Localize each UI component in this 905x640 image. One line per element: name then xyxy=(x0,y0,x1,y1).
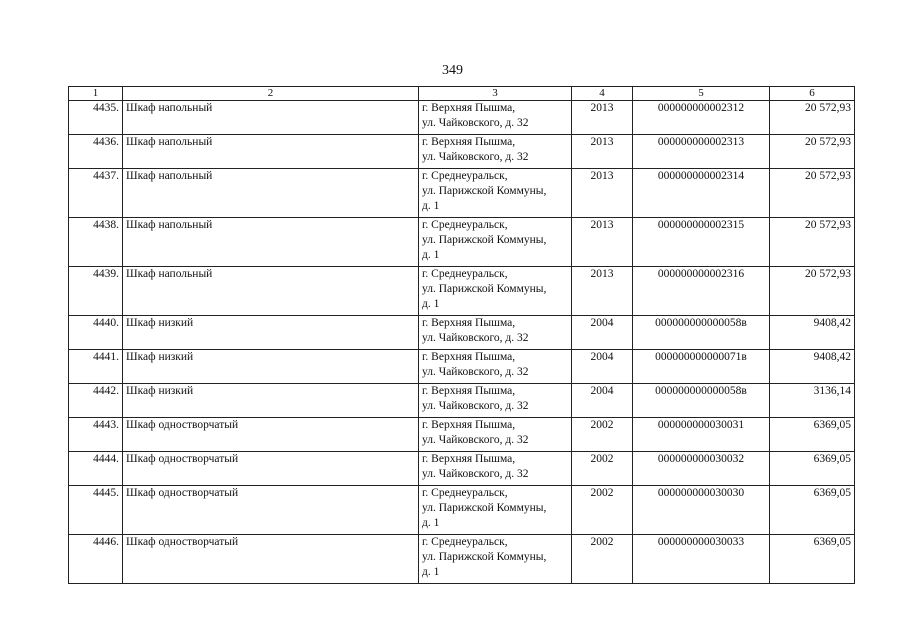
row-number-cell: 4435. xyxy=(69,101,123,135)
item-name-cell: Шкаф напольный xyxy=(123,218,419,267)
address-cell xyxy=(419,101,572,135)
address-line: г. Верхняя Пышма, xyxy=(422,317,516,329)
amount-cell: 20 572,93 xyxy=(770,169,855,218)
year-cell: 2004 xyxy=(572,384,633,418)
table-row xyxy=(69,384,855,418)
address-cell xyxy=(419,486,572,535)
item-name-cell: Шкаф напольный xyxy=(123,169,419,218)
table-row xyxy=(69,418,855,452)
item-name-cell: Шкаф одностворчатый xyxy=(123,452,419,486)
amount-cell: 20 572,93 xyxy=(770,267,855,316)
table-row xyxy=(69,535,855,584)
amount-cell: 3136,14 xyxy=(770,384,855,418)
address-cell xyxy=(419,535,572,584)
row-number-cell: 4443. xyxy=(69,418,123,452)
address-cell xyxy=(419,169,572,218)
property-table xyxy=(68,86,855,584)
table-row xyxy=(69,169,855,218)
item-name-cell: Шкаф низкий xyxy=(123,384,419,418)
address-line: ул. Парижской Коммуны, xyxy=(422,551,547,563)
inventory-number-cell: 000000000002315 xyxy=(633,218,770,267)
address-line: г. Верхняя Пышма, xyxy=(422,419,516,431)
year-cell: 2013 xyxy=(572,135,633,169)
table-row xyxy=(69,267,855,316)
table-header xyxy=(69,87,855,101)
column-header: 1 xyxy=(69,87,123,101)
inventory-number-cell: 000000000002316 xyxy=(633,267,770,316)
address-cell xyxy=(419,452,572,486)
column-header: 5 xyxy=(633,87,770,101)
year-cell: 2004 xyxy=(572,350,633,384)
item-name-cell: Шкаф напольный xyxy=(123,135,419,169)
year-cell: 2013 xyxy=(572,218,633,267)
item-name-cell: Шкаф низкий xyxy=(123,350,419,384)
table-row xyxy=(69,316,855,350)
column-header: 2 xyxy=(123,87,419,101)
inventory-number-cell: 000000000030032 xyxy=(633,452,770,486)
row-number-cell: 4439. xyxy=(69,267,123,316)
year-cell: 2013 xyxy=(572,101,633,135)
row-number-cell: 4438. xyxy=(69,218,123,267)
address-line: ул. Чайковского, д. 32 xyxy=(422,332,529,344)
row-number-cell: 4442. xyxy=(69,384,123,418)
year-cell: 2002 xyxy=(572,418,633,452)
year-cell: 2013 xyxy=(572,169,633,218)
table-row xyxy=(69,101,855,135)
year-cell: 2004 xyxy=(572,316,633,350)
row-number-cell: 4444. xyxy=(69,452,123,486)
amount-cell: 9408,42 xyxy=(770,350,855,384)
address-cell xyxy=(419,267,572,316)
address-cell xyxy=(419,384,572,418)
inventory-number-cell: 000000000002312 xyxy=(633,101,770,135)
address-line: г. Верхняя Пышма, xyxy=(422,102,516,114)
address-cell xyxy=(419,135,572,169)
table-row xyxy=(69,452,855,486)
inventory-number-cell: 000000000030030 xyxy=(633,486,770,535)
column-header: 4 xyxy=(572,87,633,101)
amount-cell: 6369,05 xyxy=(770,535,855,584)
address-line: г. Верхняя Пышма, xyxy=(422,351,516,363)
table-row xyxy=(69,350,855,384)
address-line: г. Верхняя Пышма, xyxy=(422,453,516,465)
address-line: ул. Парижской Коммуны, xyxy=(422,185,547,197)
inventory-number-cell: 000000000030031 xyxy=(633,418,770,452)
year-cell: 2002 xyxy=(572,452,633,486)
item-name-cell: Шкаф напольный xyxy=(123,267,419,316)
address-line: г. Верхняя Пышма, xyxy=(422,136,516,148)
address-line: ул. Чайковского, д. 32 xyxy=(422,366,529,378)
row-number-cell: 4446. xyxy=(69,535,123,584)
year-cell: 2013 xyxy=(572,267,633,316)
item-name-cell: Шкаф напольный xyxy=(123,101,419,135)
header-row xyxy=(69,87,855,101)
inventory-number-cell: 000000000030033 xyxy=(633,535,770,584)
address-cell xyxy=(419,418,572,452)
address-line: д. 1 xyxy=(422,566,440,578)
table-row xyxy=(69,486,855,535)
address-line: ул. Парижской Коммуны, xyxy=(422,234,547,246)
inventory-number-cell: 000000000002314 xyxy=(633,169,770,218)
amount-cell: 6369,05 xyxy=(770,452,855,486)
item-name-cell: Шкаф низкий xyxy=(123,316,419,350)
page-number: 349 xyxy=(442,63,463,78)
address-line: г. Верхняя Пышма, xyxy=(422,385,516,397)
address-line: ул. Парижской Коммуны, xyxy=(422,283,547,295)
address-cell xyxy=(419,350,572,384)
year-cell: 2002 xyxy=(572,486,633,535)
address-line: д. 1 xyxy=(422,249,440,261)
inventory-number-cell: 000000000000058в xyxy=(633,384,770,418)
column-header: 6 xyxy=(770,87,855,101)
row-number-cell: 4441. xyxy=(69,350,123,384)
table-row xyxy=(69,135,855,169)
address-line: ул. Чайковского, д. 32 xyxy=(422,434,529,446)
table-row xyxy=(69,218,855,267)
address-line: г. Среднеуральск, xyxy=(422,219,508,231)
item-name-cell: Шкаф одностворчатый xyxy=(123,486,419,535)
address-line: ул. Парижской Коммуны, xyxy=(422,502,547,514)
amount-cell: 20 572,93 xyxy=(770,135,855,169)
row-number-cell: 4440. xyxy=(69,316,123,350)
address-cell xyxy=(419,316,572,350)
address-line: ул. Чайковского, д. 32 xyxy=(422,468,529,480)
address-line: ул. Чайковского, д. 32 xyxy=(422,117,529,129)
amount-cell: 20 572,93 xyxy=(770,101,855,135)
amount-cell: 20 572,93 xyxy=(770,218,855,267)
inventory-number-cell: 000000000000058в xyxy=(633,316,770,350)
item-name-cell: Шкаф одностворчатый xyxy=(123,418,419,452)
address-line: г. Среднеуральск, xyxy=(422,170,508,182)
row-number-cell: 4437. xyxy=(69,169,123,218)
row-number-cell: 4445. xyxy=(69,486,123,535)
address-line: г. Среднеуральск, xyxy=(422,487,508,499)
address-line: д. 1 xyxy=(422,200,440,212)
address-line: г. Среднеуральск, xyxy=(422,536,508,548)
address-line: ул. Чайковского, д. 32 xyxy=(422,151,529,163)
item-name-cell: Шкаф одностворчатый xyxy=(123,535,419,584)
column-header: 3 xyxy=(419,87,572,101)
address-cell xyxy=(419,218,572,267)
year-cell: 2002 xyxy=(572,535,633,584)
address-line: д. 1 xyxy=(422,517,440,529)
address-line: ул. Чайковского, д. 32 xyxy=(422,400,529,412)
amount-cell: 9408,42 xyxy=(770,316,855,350)
amount-cell: 6369,05 xyxy=(770,418,855,452)
inventory-number-cell: 000000000000071в xyxy=(633,350,770,384)
row-number-cell: 4436. xyxy=(69,135,123,169)
address-line: д. 1 xyxy=(422,298,440,310)
address-line: г. Среднеуральск, xyxy=(422,268,508,280)
amount-cell: 6369,05 xyxy=(770,486,855,535)
table-body xyxy=(69,101,855,584)
inventory-number-cell: 000000000002313 xyxy=(633,135,770,169)
